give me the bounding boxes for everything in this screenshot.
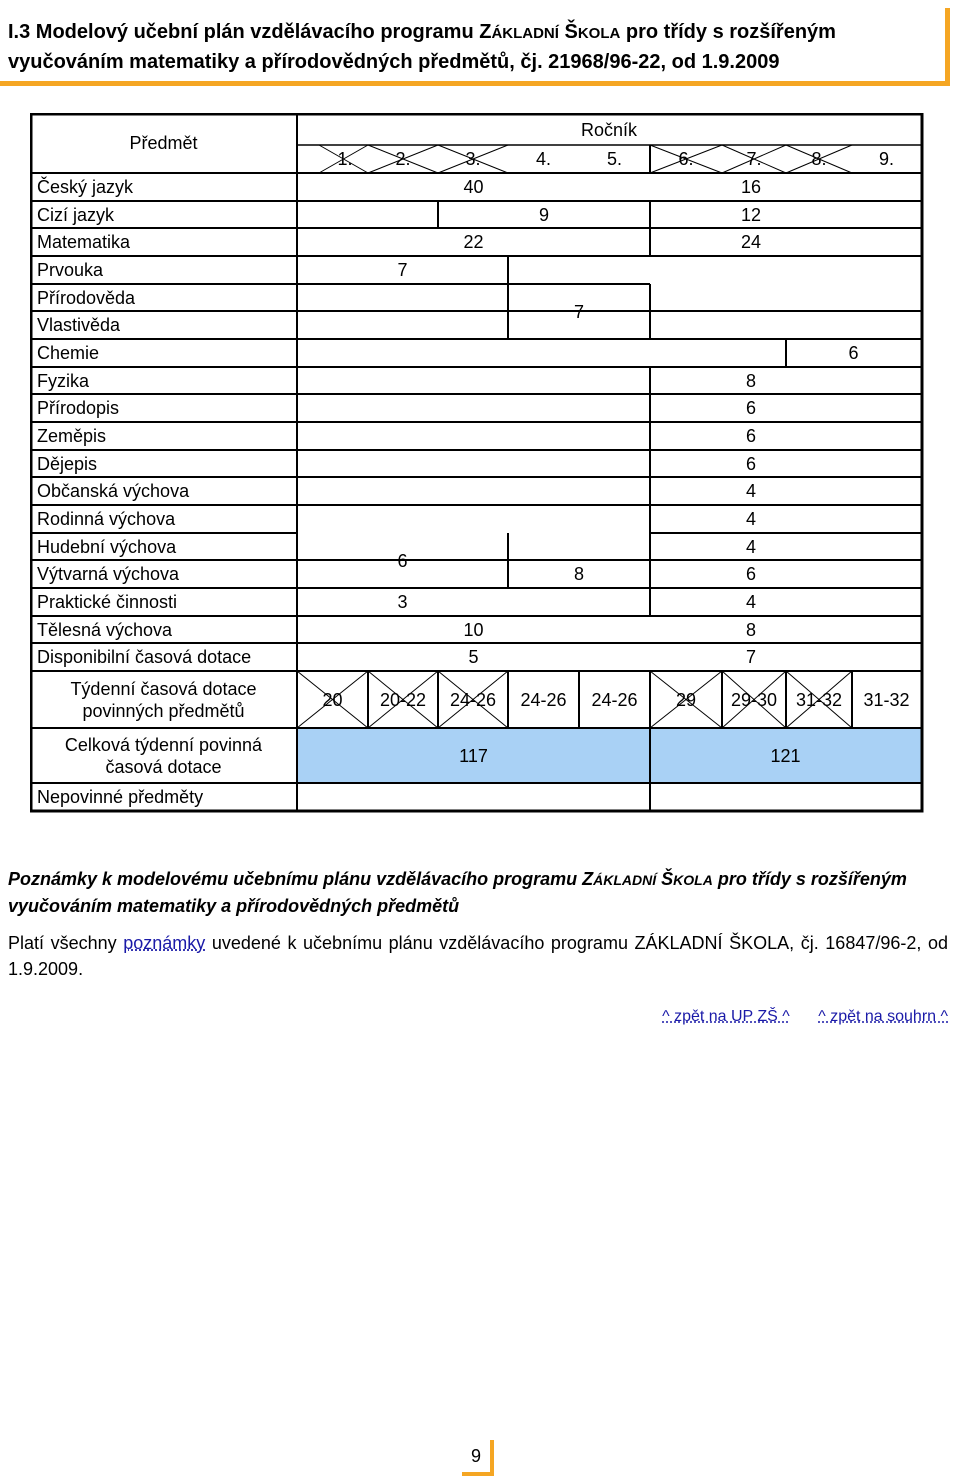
value-prakticke-stage2: 4	[745, 592, 756, 612]
value-prirodoveda-vlastiveda: 7	[573, 301, 584, 322]
value-mat-stage2: 24	[740, 232, 762, 252]
grade-7: 7.	[746, 149, 762, 169]
value-telesna-stage2: 8	[745, 619, 756, 640]
value-hv-vv-stage1a: 6	[397, 550, 408, 571]
subject-dejepis: Dějepis	[37, 453, 98, 474]
notes-link[interactable]: poznámky	[123, 933, 206, 953]
subject-prirodoveda: Přírodověda	[37, 287, 136, 308]
optional-subjects-label: Nepovinné předměty	[37, 787, 204, 807]
value-cizi-stage1: 9	[538, 204, 549, 225]
value-hudebni: 4	[745, 536, 756, 557]
weekly-grade-4: 24-26	[520, 689, 567, 710]
value-prakticke-stage1: 3	[397, 592, 408, 612]
value-cesky-stage2: 16	[740, 177, 762, 197]
subject-telesna-vychova: Tělesná výchova	[37, 619, 173, 640]
weekly-grade-2: 20-22	[379, 689, 427, 710]
weekly-grade-1: 20	[322, 689, 343, 710]
value-cizi-stage2: 12	[740, 204, 762, 225]
value-obcanska: 4	[745, 481, 756, 501]
weekly-grade-9: 31-32	[863, 689, 910, 710]
page-heading: I.3 Modelový učební plán vzdělávacího programu ZÁKLADNÍ ŠKOLA pro třídy s rozšířeným vyučováním matematiky a přírodovědných předmětů, čj. 21968/96-22, od 1.9.2009	[8, 21, 836, 73]
total-stage2: 121	[770, 745, 801, 766]
value-chemie: 6	[848, 343, 859, 363]
value-disponibilni-stage2: 7	[745, 647, 756, 667]
subject-prakticke-cinnosti: Praktické činnosti	[37, 592, 178, 612]
back-to-summary-link[interactable]: ^ zpět na souhrn ^	[818, 1008, 948, 1025]
grade-1: 1.	[337, 149, 353, 169]
value-disponibilni-stage1: 5	[468, 647, 479, 667]
subject-vlastiveda: Vlastivěda	[37, 315, 121, 335]
grade-8: 8.	[811, 149, 827, 169]
grade-2: 2.	[395, 149, 411, 169]
value-telesna-stage1: 10	[463, 619, 484, 640]
subject-disponibilni-dotace: Disponibilní časová dotace	[37, 647, 252, 667]
grade-3: 3.	[465, 149, 481, 169]
subject-matematika: Matematika	[37, 232, 131, 252]
subject-chemie: Chemie	[37, 343, 100, 363]
page-number: 9	[462, 1440, 494, 1476]
weekly-grade-7: 29-30	[730, 689, 778, 710]
value-vytvarna: 6	[745, 564, 756, 584]
subject-fyzika: Fyzika	[37, 370, 90, 391]
weekly-grade-5: 24-26	[591, 689, 638, 710]
grade-4: 4.	[535, 149, 551, 169]
value-hv-vv-stage1b: 8	[573, 564, 584, 584]
subject-cesky-jazyk: Český jazyk	[37, 177, 134, 197]
total-label: Celková týdenní povinná časová dotace	[64, 734, 263, 777]
total-stage1: 117	[459, 745, 488, 766]
notes-body: Platí všechny poznámky uvedené k učebnímu plánu vzdělávacího programu ZÁKLADNÍ ŠKOLA, čj. 16847/96-2, od 1.9.2009.	[8, 933, 948, 979]
grade-header: Ročník	[580, 120, 638, 140]
value-zemepis: 6	[745, 426, 756, 446]
value-prirodopis: 6	[745, 398, 756, 418]
value-mat-stage1: 22	[463, 232, 484, 252]
subject-zemepis: Zeměpis	[37, 426, 107, 446]
weekly-grade-8: 31-32	[795, 689, 843, 710]
value-fyzika: 8	[745, 370, 756, 391]
subject-prirodopis: Přírodopis	[37, 398, 120, 418]
value-rodinna: 4	[745, 509, 756, 529]
weekly-grade-3: 24-26	[449, 689, 497, 710]
grade-5: 5.	[606, 149, 622, 169]
value-prvouka: 7	[397, 260, 408, 280]
notes-title: Poznámky k modelovému učebnímu plánu vzdělávacího programu ZÁKLADNÍ ŠKOLA pro třídy s rozšířeným vyučováním matematiky a přírodovědných předmětů	[8, 869, 907, 916]
weekly-grade-6: 29	[675, 689, 697, 710]
subject-prvouka: Prvouka	[37, 260, 104, 280]
curriculum-table	[30, 113, 924, 813]
value-dejepis: 6	[745, 453, 756, 474]
subject-obcanska-vychova: Občanská výchova	[37, 481, 190, 501]
back-to-plan-link[interactable]: ^ zpět na UP ZŠ ^	[662, 1008, 790, 1025]
weekly-label: Týdenní časová dotace povinných předmětů	[70, 678, 257, 721]
nav-links	[638, 1008, 948, 1026]
grade-9: 9.	[878, 149, 894, 169]
subject-header: Předmět	[129, 133, 198, 153]
value-cesky-stage1: 40	[463, 177, 484, 197]
subject-hudebni-vychova: Hudební výchova	[37, 536, 177, 557]
subject-vytvarna-vychova: Výtvarná výchova	[37, 564, 180, 584]
subject-cizi-jazyk: Cizí jazyk	[37, 204, 115, 225]
grade-6: 6.	[678, 149, 694, 169]
subject-rodinna-vychova: Rodinná výchova	[37, 509, 176, 529]
